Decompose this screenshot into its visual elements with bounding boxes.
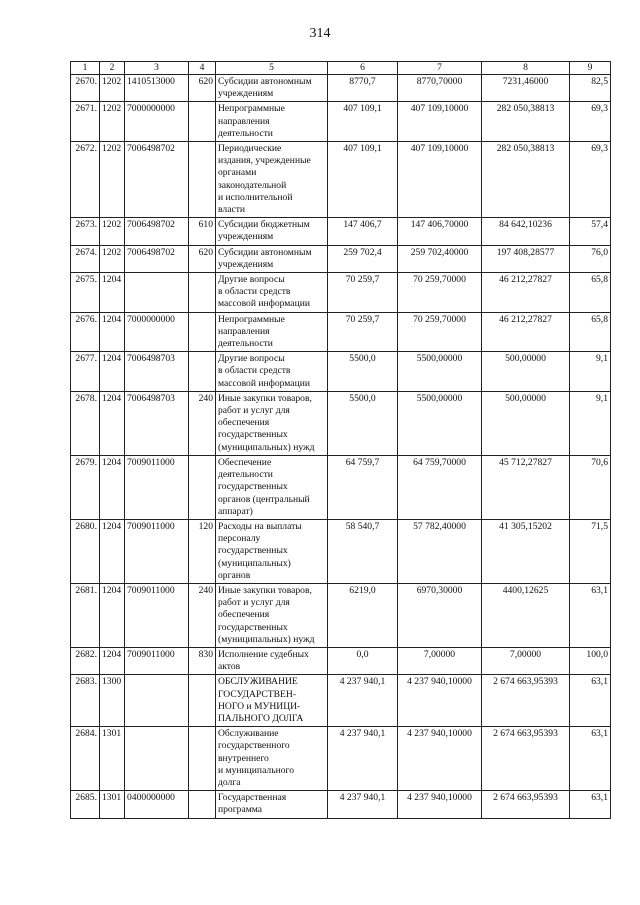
row-number-cell: 2675. bbox=[71, 273, 100, 313]
planned-amount-cell: 6219,0 bbox=[328, 583, 398, 647]
percent-cell: 63,1 bbox=[570, 583, 611, 647]
name-cell bbox=[216, 519, 328, 583]
name-line: государственных bbox=[218, 545, 288, 557]
name-line: направления bbox=[218, 325, 270, 337]
table-row bbox=[71, 245, 611, 272]
column-header: 1 bbox=[71, 62, 100, 75]
name-line: НОГО и МУНИЦИ- bbox=[218, 700, 301, 712]
name-cell bbox=[216, 142, 328, 218]
section-code-cell: 1204 bbox=[100, 519, 125, 583]
expense-type-cell bbox=[189, 727, 216, 791]
name-line: государственных bbox=[218, 429, 288, 441]
table-row bbox=[71, 791, 611, 818]
row-number-cell: 2684. bbox=[71, 727, 100, 791]
name-line: государственного bbox=[218, 740, 290, 752]
name-line: Расходы на выплаты bbox=[218, 520, 302, 532]
target-article-cell: 7009011000 bbox=[125, 455, 189, 519]
page-number: 314 bbox=[309, 26, 331, 41]
section-code-cell: 1202 bbox=[100, 75, 125, 102]
column-header: 9 bbox=[570, 62, 611, 75]
name-line: Периодические bbox=[218, 143, 282, 155]
name-cell bbox=[216, 791, 328, 818]
table-row bbox=[71, 519, 611, 583]
executed-amount-cell: 2 674 663,95393 bbox=[482, 791, 570, 818]
name-line: органами bbox=[218, 167, 257, 179]
target-article-cell: 7000000000 bbox=[125, 102, 189, 142]
row-number-cell: 2673. bbox=[71, 218, 100, 245]
expense-type-cell: 120 bbox=[189, 519, 216, 583]
expense-type-cell bbox=[189, 102, 216, 142]
percent-cell: 100,0 bbox=[570, 647, 611, 674]
name-line: Непрограммные bbox=[218, 103, 285, 115]
name-cell bbox=[216, 352, 328, 392]
target-article-cell: 1410513000 bbox=[125, 75, 189, 102]
name-line: Другие вопросы bbox=[218, 353, 285, 365]
refined-amount-cell: 4 237 940,10000 bbox=[398, 727, 482, 791]
executed-amount-cell: 282 050,38813 bbox=[482, 142, 570, 218]
row-number-cell: 2678. bbox=[71, 391, 100, 455]
planned-amount-cell: 58 540,7 bbox=[328, 519, 398, 583]
name-line: государственных bbox=[218, 621, 288, 633]
section-code-cell: 1301 bbox=[100, 727, 125, 791]
expense-type-cell bbox=[189, 352, 216, 392]
name-line: (муниципальных) нужд bbox=[218, 633, 315, 645]
name-cell bbox=[216, 583, 328, 647]
name-line: обеспечения bbox=[218, 417, 270, 429]
section-code-cell: 1204 bbox=[100, 647, 125, 674]
target-article-cell: 0400000000 bbox=[125, 791, 189, 818]
executed-amount-cell: 500,00000 bbox=[482, 391, 570, 455]
name-line: работ и услуг для bbox=[218, 597, 290, 609]
percent-cell: 71,5 bbox=[570, 519, 611, 583]
name-line: деятельности bbox=[218, 338, 273, 350]
name-line: Обеспечение bbox=[218, 456, 272, 468]
name-line: аппарат) bbox=[218, 505, 253, 517]
name-cell bbox=[216, 455, 328, 519]
name-cell bbox=[216, 675, 328, 727]
name-line: долга bbox=[218, 776, 241, 788]
name-cell bbox=[216, 102, 328, 142]
name-line: актов bbox=[218, 661, 241, 673]
name-line: Исполнение судебных bbox=[218, 648, 309, 660]
name-line: издания, учрежденные bbox=[218, 155, 311, 167]
row-number-cell: 2685. bbox=[71, 791, 100, 818]
name-cell bbox=[216, 273, 328, 313]
percent-cell: 63,1 bbox=[570, 675, 611, 727]
name-line: персоналу bbox=[218, 533, 261, 545]
name-line: (муниципальных) bbox=[218, 557, 291, 569]
target-article-cell bbox=[125, 675, 189, 727]
expense-type-cell bbox=[189, 455, 216, 519]
refined-amount-cell: 5500,00000 bbox=[398, 352, 482, 392]
section-code-cell: 1204 bbox=[100, 583, 125, 647]
name-line: ГОСУДАРСТВЕН- bbox=[218, 688, 297, 700]
percent-cell: 70,6 bbox=[570, 455, 611, 519]
row-number-cell: 2680. bbox=[71, 519, 100, 583]
planned-amount-cell: 407 109,1 bbox=[328, 142, 398, 218]
name-line: в области средств bbox=[218, 286, 291, 298]
target-article-cell: 7009011000 bbox=[125, 647, 189, 674]
table-row bbox=[71, 273, 611, 313]
name-cell bbox=[216, 312, 328, 352]
table-row bbox=[71, 312, 611, 352]
table-body bbox=[71, 75, 611, 819]
planned-amount-cell: 5500,0 bbox=[328, 352, 398, 392]
name-line: Субсидии автономным bbox=[218, 76, 312, 87]
column-header: 8 bbox=[482, 62, 570, 75]
column-header: 4 bbox=[189, 62, 216, 75]
name-line: массовой информации bbox=[218, 298, 310, 310]
expense-type-cell bbox=[189, 312, 216, 352]
row-number-cell: 2670. bbox=[71, 75, 100, 102]
executed-amount-cell: 84 642,10236 bbox=[482, 218, 570, 245]
refined-amount-cell: 7,00000 bbox=[398, 647, 482, 674]
name-line: учреждениям bbox=[218, 231, 274, 243]
executed-amount-cell: 500,00000 bbox=[482, 352, 570, 392]
table-row bbox=[71, 727, 611, 791]
executed-amount-cell: 2 674 663,95393 bbox=[482, 727, 570, 791]
planned-amount-cell: 4 237 940,1 bbox=[328, 727, 398, 791]
planned-amount-cell: 70 259,7 bbox=[328, 273, 398, 313]
name-line: Другие вопросы bbox=[218, 274, 285, 286]
expense-type-cell: 620 bbox=[189, 75, 216, 102]
name-line: органов (центральный bbox=[218, 493, 310, 505]
executed-amount-cell: 4400,12625 bbox=[482, 583, 570, 647]
percent-cell: 69,3 bbox=[570, 102, 611, 142]
name-line: Иные закупки товаров, bbox=[218, 584, 312, 596]
expense-type-cell bbox=[189, 675, 216, 727]
name-cell bbox=[216, 245, 328, 272]
planned-amount-cell: 407 109,1 bbox=[328, 102, 398, 142]
percent-cell: 9,1 bbox=[570, 352, 611, 392]
executed-amount-cell: 46 212,27827 bbox=[482, 273, 570, 313]
refined-amount-cell: 4 237 940,10000 bbox=[398, 791, 482, 818]
percent-cell: 76,0 bbox=[570, 245, 611, 272]
executed-amount-cell: 45 712,27827 bbox=[482, 455, 570, 519]
column-header: 3 bbox=[125, 62, 189, 75]
executed-amount-cell: 7,00000 bbox=[482, 647, 570, 674]
executed-amount-cell: 41 305,15202 bbox=[482, 519, 570, 583]
executed-amount-cell: 7231,46000 bbox=[482, 75, 570, 102]
name-line: деятельности bbox=[218, 127, 273, 139]
refined-amount-cell: 259 702,40000 bbox=[398, 245, 482, 272]
expense-type-cell: 240 bbox=[189, 583, 216, 647]
table-row bbox=[71, 675, 611, 727]
planned-amount-cell: 70 259,7 bbox=[328, 312, 398, 352]
name-line: учреждениям bbox=[218, 258, 274, 270]
target-article-cell: 7000000000 bbox=[125, 312, 189, 352]
expense-type-cell: 830 bbox=[189, 647, 216, 674]
name-line: обеспечения bbox=[218, 609, 270, 621]
table-row bbox=[71, 455, 611, 519]
name-cell bbox=[216, 218, 328, 245]
section-code-cell: 1204 bbox=[100, 273, 125, 313]
refined-amount-cell: 70 259,70000 bbox=[398, 312, 482, 352]
refined-amount-cell: 6970,30000 bbox=[398, 583, 482, 647]
section-code-cell: 1202 bbox=[100, 102, 125, 142]
section-code-cell: 1204 bbox=[100, 391, 125, 455]
section-code-cell: 1204 bbox=[100, 352, 125, 392]
column-header: 5 bbox=[216, 62, 328, 75]
name-line: внутреннего bbox=[218, 752, 269, 764]
refined-amount-cell: 407 109,10000 bbox=[398, 102, 482, 142]
name-cell bbox=[216, 391, 328, 455]
name-line: учреждениям bbox=[218, 88, 274, 100]
name-line: (муниципальных) нужд bbox=[218, 441, 315, 453]
column-header: 7 bbox=[398, 62, 482, 75]
target-article-cell: 7006498703 bbox=[125, 352, 189, 392]
table-row bbox=[71, 102, 611, 142]
section-code-cell: 1300 bbox=[100, 675, 125, 727]
budget-table bbox=[70, 61, 611, 819]
refined-amount-cell: 70 259,70000 bbox=[398, 273, 482, 313]
planned-amount-cell: 8770,7 bbox=[328, 75, 398, 102]
name-line: Непрограммные bbox=[218, 313, 285, 325]
refined-amount-cell: 57 782,40000 bbox=[398, 519, 482, 583]
row-number-cell: 2679. bbox=[71, 455, 100, 519]
planned-amount-cell: 0,0 bbox=[328, 647, 398, 674]
expense-type-cell bbox=[189, 142, 216, 218]
executed-amount-cell: 282 050,38813 bbox=[482, 102, 570, 142]
table-row bbox=[71, 75, 611, 102]
name-line: массовой информации bbox=[218, 377, 310, 389]
row-number-cell: 2681. bbox=[71, 583, 100, 647]
target-article-cell: 7006498703 bbox=[125, 391, 189, 455]
name-line: направления bbox=[218, 115, 270, 127]
name-line: Субсидии бюджетным bbox=[218, 219, 310, 231]
name-line: программа bbox=[218, 804, 263, 816]
name-line: и исполнительной bbox=[218, 191, 293, 203]
section-code-cell: 1204 bbox=[100, 455, 125, 519]
name-line: ПАЛЬНОГО ДОЛГА bbox=[218, 712, 304, 724]
table-row bbox=[71, 647, 611, 674]
expense-type-cell bbox=[189, 273, 216, 313]
refined-amount-cell: 64 759,70000 bbox=[398, 455, 482, 519]
executed-amount-cell: 2 674 663,95393 bbox=[482, 675, 570, 727]
expense-type-cell bbox=[189, 791, 216, 818]
name-cell bbox=[216, 75, 328, 102]
table-row bbox=[71, 583, 611, 647]
expense-type-cell: 620 bbox=[189, 245, 216, 272]
refined-amount-cell: 5500,00000 bbox=[398, 391, 482, 455]
section-code-cell: 1202 bbox=[100, 245, 125, 272]
row-number-cell: 2672. bbox=[71, 142, 100, 218]
percent-cell: 63,1 bbox=[570, 791, 611, 818]
target-article-cell: 7009011000 bbox=[125, 583, 189, 647]
table-row bbox=[71, 391, 611, 455]
name-line: государственных bbox=[218, 481, 288, 493]
percent-cell: 63,1 bbox=[570, 727, 611, 791]
planned-amount-cell: 147 406,7 bbox=[328, 218, 398, 245]
percent-cell: 82,5 bbox=[570, 75, 611, 102]
target-article-cell bbox=[125, 273, 189, 313]
target-article-cell bbox=[125, 727, 189, 791]
target-article-cell: 7009011000 bbox=[125, 519, 189, 583]
name-line: и муниципального bbox=[218, 764, 295, 776]
planned-amount-cell: 5500,0 bbox=[328, 391, 398, 455]
name-line: власти bbox=[218, 204, 246, 216]
executed-amount-cell: 197 408,28577 bbox=[482, 245, 570, 272]
name-line: законодательной bbox=[218, 179, 287, 191]
row-number-cell: 2674. bbox=[71, 245, 100, 272]
percent-cell: 65,8 bbox=[570, 312, 611, 352]
table-row bbox=[71, 218, 611, 245]
executed-amount-cell: 46 212,27827 bbox=[482, 312, 570, 352]
name-line: ОБСЛУЖИВАНИЕ bbox=[218, 676, 298, 688]
name-cell bbox=[216, 647, 328, 674]
name-line: Государственная bbox=[218, 792, 287, 804]
planned-amount-cell: 64 759,7 bbox=[328, 455, 398, 519]
percent-cell: 65,8 bbox=[570, 273, 611, 313]
section-code-cell: 1204 bbox=[100, 312, 125, 352]
expense-type-cell: 240 bbox=[189, 391, 216, 455]
refined-amount-cell: 4 237 940,10000 bbox=[398, 675, 482, 727]
name-line: в области средств bbox=[218, 365, 291, 377]
name-line: Обслуживание bbox=[218, 728, 279, 740]
row-number-cell: 2677. bbox=[71, 352, 100, 392]
percent-cell: 57,4 bbox=[570, 218, 611, 245]
planned-amount-cell: 4 237 940,1 bbox=[328, 791, 398, 818]
percent-cell: 69,3 bbox=[570, 142, 611, 218]
refined-amount-cell: 147 406,70000 bbox=[398, 218, 482, 245]
name-line: органов bbox=[218, 569, 251, 581]
target-article-cell: 7006498702 bbox=[125, 218, 189, 245]
section-code-cell: 1202 bbox=[100, 218, 125, 245]
row-number-cell: 2682. bbox=[71, 647, 100, 674]
percent-cell: 9,1 bbox=[570, 391, 611, 455]
target-article-cell: 7006498702 bbox=[125, 142, 189, 218]
planned-amount-cell: 259 702,4 bbox=[328, 245, 398, 272]
column-header: 6 bbox=[328, 62, 398, 75]
name-line: Субсидии автономным bbox=[218, 246, 312, 258]
column-header: 2 bbox=[100, 62, 125, 75]
table-row bbox=[71, 142, 611, 218]
table-row bbox=[71, 352, 611, 392]
expense-type-cell: 610 bbox=[189, 218, 216, 245]
refined-amount-cell: 8770,70000 bbox=[398, 75, 482, 102]
refined-amount-cell: 407 109,10000 bbox=[398, 142, 482, 218]
row-number-cell: 2683. bbox=[71, 675, 100, 727]
name-cell bbox=[216, 727, 328, 791]
target-article-cell: 7006498702 bbox=[125, 245, 189, 272]
row-number-cell: 2671. bbox=[71, 102, 100, 142]
section-code-cell: 1301 bbox=[100, 791, 125, 818]
name-line: Иные закупки товаров, bbox=[218, 392, 312, 404]
planned-amount-cell: 4 237 940,1 bbox=[328, 675, 398, 727]
section-code-cell: 1202 bbox=[100, 142, 125, 218]
row-number-cell: 2676. bbox=[71, 312, 100, 352]
name-line: работ и услуг для bbox=[218, 405, 290, 417]
name-line: деятельности bbox=[218, 469, 273, 481]
header-row bbox=[71, 62, 611, 75]
